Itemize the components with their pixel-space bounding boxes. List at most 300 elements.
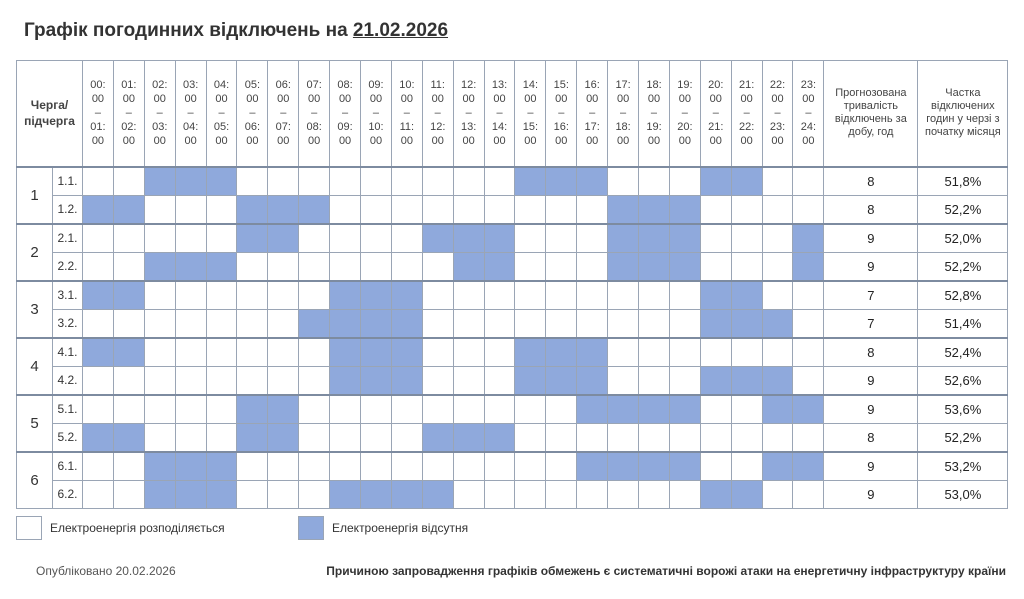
hour-cell-on [793, 480, 824, 509]
hour-header [422, 61, 453, 167]
subqueue-id: 6.1. [53, 452, 83, 481]
hour-header [361, 61, 392, 167]
hour-cell-on [422, 309, 453, 338]
hour-cell-on [299, 167, 330, 196]
hour-cell-on [700, 423, 731, 452]
hour-cell-on [144, 366, 175, 395]
hour-cell-on [206, 366, 237, 395]
hour-cell-off [268, 224, 299, 253]
hour-cell-off [330, 309, 361, 338]
hour-cell-off [608, 195, 639, 224]
hour-cell-on [577, 224, 608, 253]
hour-cell-on [793, 338, 824, 367]
hour-header-part: 11: [399, 121, 415, 134]
hour-cell-off [639, 395, 670, 424]
hour-cell-on [484, 195, 515, 224]
hour-header-part: 00 [555, 93, 568, 106]
hour-cell-on [175, 224, 206, 253]
outage-schedule-table [16, 60, 1008, 509]
hour-cell-on [793, 423, 824, 452]
hour-header-part: 01: [121, 79, 137, 92]
hour-cell-on [700, 395, 731, 424]
hour-header-part: – [311, 107, 318, 120]
hour-cell-off [762, 395, 793, 424]
queue-number: 5 [17, 395, 53, 452]
subqueue-id: 3.2. [53, 309, 83, 338]
hour-cell-on [144, 224, 175, 253]
month-share: 52,2% [918, 423, 1008, 452]
hour-cell-on [144, 423, 175, 452]
hour-cell-on [762, 195, 793, 224]
hour-cell-on [144, 395, 175, 424]
hour-header-part: 00 [431, 93, 444, 106]
hour-header-part: 00 [802, 135, 815, 148]
hour-header-part: 19: [677, 79, 693, 92]
hour-cell-off [731, 167, 762, 196]
hour-header-part: 22: [769, 79, 786, 92]
hour-cell-on [113, 480, 144, 509]
hour-header-part: 00 [462, 135, 475, 148]
hour-header-part: 00 [647, 135, 661, 148]
hour-header-part: 00 [678, 93, 691, 106]
hour-cell-on [731, 224, 762, 253]
hour-cell-on [268, 366, 299, 395]
hour-header-part: – [465, 107, 472, 120]
hour-header-part: 14: [522, 79, 539, 92]
hour-cell-on [669, 366, 700, 395]
queue-number: 1 [17, 167, 53, 224]
hour-cell-on [515, 480, 546, 509]
hour-header-part: – [187, 107, 194, 120]
hour-cell-on [330, 195, 361, 224]
hour-header [762, 61, 793, 167]
legend-item-off [298, 516, 468, 540]
hour-header-part: – [805, 107, 812, 120]
hour-header-part: – [774, 107, 781, 120]
hour-header-part: 19: [646, 121, 662, 134]
hour-cell-off [546, 366, 577, 395]
hour-cell-off [144, 252, 175, 281]
month-share: 52,8% [918, 281, 1008, 310]
hour-header-part: 00 [369, 135, 383, 148]
hour-cell-on [391, 167, 422, 196]
hour-cell-on [422, 252, 453, 281]
hour-cell-off [361, 480, 392, 509]
hour-cell-on [237, 366, 268, 395]
hour-cell-on [268, 167, 299, 196]
hour-cell-on [206, 195, 237, 224]
table-row [17, 224, 1008, 253]
hour-cell-on [361, 167, 392, 196]
hour-cell-on [422, 167, 453, 196]
hour-cell-off [731, 366, 762, 395]
hour-cell-off [175, 167, 206, 196]
hour-header [330, 61, 361, 167]
subqueue-id: 2.1. [53, 224, 83, 253]
hour-cell-on [546, 480, 577, 509]
hour-header-part: 00 [246, 135, 259, 148]
hour-cell-on [793, 167, 824, 196]
hour-header-part: 20: [677, 121, 693, 134]
hour-cell-off [577, 338, 608, 367]
hour-cell-on [484, 395, 515, 424]
hour-header-part: 10: [399, 79, 415, 92]
hour-cell-off [639, 452, 670, 481]
hour-header [639, 61, 670, 167]
hour-cell-on [793, 195, 824, 224]
hour-cell-on [515, 309, 546, 338]
hour-cell-on [639, 480, 670, 509]
hour-header-part: 11: [430, 79, 445, 92]
hour-cell-on [206, 395, 237, 424]
hour-header-part: 13: [491, 79, 508, 92]
hour-cell-off [422, 480, 453, 509]
hour-header-part: 17: [615, 79, 631, 92]
hour-cell-off [422, 224, 453, 253]
hour-cell-off [515, 338, 546, 367]
hour-cell-on [422, 281, 453, 310]
hour-header-part: 00 [215, 93, 228, 106]
table-body [17, 167, 1008, 509]
hour-cell-on [83, 480, 114, 509]
hour-cell-on [361, 423, 392, 452]
hour-header-part: 04: [182, 121, 199, 134]
hour-cell-on [237, 480, 268, 509]
hour-cell-on [391, 224, 422, 253]
hour-cell-on [299, 224, 330, 253]
hour-header-part: 05: [244, 79, 261, 92]
hour-cell-on [731, 338, 762, 367]
forecast-hours: 9 [824, 224, 918, 253]
hour-cell-off [391, 480, 422, 509]
table-row [17, 395, 1008, 424]
table-row [17, 195, 1008, 224]
page-title [24, 20, 448, 42]
hour-cell-off [237, 395, 268, 424]
hour-header-part: 03: [152, 121, 168, 134]
month-share: 53,6% [918, 395, 1008, 424]
hour-cell-on [546, 395, 577, 424]
hour-cell-on [515, 281, 546, 310]
hour-cell-off [669, 252, 700, 281]
hour-header-part: 00 [462, 93, 475, 106]
hour-header-part: 00 [153, 93, 166, 106]
hour-header-part: – [620, 107, 627, 120]
hour-cell-on [608, 423, 639, 452]
hour-cell-off [113, 281, 144, 310]
hour-cell-on [608, 366, 639, 395]
hour-cell-off [237, 195, 268, 224]
hour-cell-on [731, 452, 762, 481]
subqueue-id: 4.2. [53, 366, 83, 395]
hour-cell-off [268, 423, 299, 452]
hour-cell-on [608, 167, 639, 196]
hour-cell-off [639, 252, 670, 281]
hour-header [144, 61, 175, 167]
hour-cell-off [731, 480, 762, 509]
table-row [17, 167, 1008, 196]
hour-cell-on [515, 452, 546, 481]
hour-cell-on [144, 338, 175, 367]
hour-cell-off [608, 224, 639, 253]
forecast-hours: 7 [824, 309, 918, 338]
hour-header-part: 00 [493, 135, 506, 148]
hour-cell-on [762, 281, 793, 310]
hour-cell-on [237, 309, 268, 338]
hour-header-part: 06: [244, 121, 261, 134]
hour-cell-on [700, 252, 731, 281]
hour-cell-on [175, 195, 206, 224]
hour-header-part: 07: [306, 79, 322, 92]
hour-cell-off [793, 224, 824, 253]
hour-cell-on [515, 395, 546, 424]
hour-cell-off [361, 309, 392, 338]
hour-header-part: 00 [184, 135, 197, 148]
hour-header-part: 00 [277, 93, 290, 106]
hour-cell-off [700, 281, 731, 310]
hour-cell-off [484, 224, 515, 253]
hour-cell-off [268, 195, 299, 224]
hour-cell-off [422, 423, 453, 452]
month-share: 52,6% [918, 366, 1008, 395]
hour-cell-off [577, 366, 608, 395]
hour-cell-on [299, 252, 330, 281]
hour-cell-on [237, 452, 268, 481]
table-row [17, 281, 1008, 310]
hour-cell-on [793, 281, 824, 310]
hour-cell-on [422, 452, 453, 481]
hour-cell-on [361, 252, 392, 281]
month-share: 53,0% [918, 480, 1008, 509]
hour-cell-off [206, 252, 237, 281]
hour-cell-on [361, 224, 392, 253]
hour-cell-on [391, 252, 422, 281]
hour-cell-off [639, 195, 670, 224]
hour-header-part: – [249, 107, 256, 120]
subqueue-id: 3.1. [53, 281, 83, 310]
hour-cell-on [330, 423, 361, 452]
hour-cell-on [391, 395, 422, 424]
hour-header-part: – [558, 107, 565, 120]
hour-cell-on [453, 281, 484, 310]
hour-header-part: 23: [800, 79, 817, 92]
hour-cell-on [577, 480, 608, 509]
hour-header-part: 00 [740, 135, 753, 148]
hour-header-part: 20: [708, 79, 724, 92]
share-header: Частка відключених годин у черзі з початку місяця [918, 61, 1008, 167]
hour-cell-off [237, 423, 268, 452]
hour-cell-on [793, 309, 824, 338]
hour-header-part: 00 [277, 135, 290, 148]
hour-cell-off [391, 338, 422, 367]
hour-header-part: 00 [678, 135, 691, 148]
hour-cell-off [639, 224, 670, 253]
subqueue-id: 1.2. [53, 195, 83, 224]
hour-header-part: 06: [275, 79, 291, 92]
hour-cell-on [268, 338, 299, 367]
hour-cell-on [206, 423, 237, 452]
hour-cell-off [515, 366, 546, 395]
hour-cell-on [391, 423, 422, 452]
hour-cell-off [793, 252, 824, 281]
hour-cell-on [422, 338, 453, 367]
hour-cell-on [299, 423, 330, 452]
hour-cell-on [577, 252, 608, 281]
hour-cell-on [793, 366, 824, 395]
hour-cell-on [83, 224, 114, 253]
table-row [17, 423, 1008, 452]
hour-cell-off [700, 167, 731, 196]
hour-header-part: 01: [90, 121, 106, 134]
hour-header-part: 00 [709, 93, 722, 106]
month-share: 51,4% [918, 309, 1008, 338]
hour-cell-on [206, 224, 237, 253]
hour-header-part: – [743, 107, 750, 120]
hour-cell-on [762, 338, 793, 367]
hour-cell-on [453, 452, 484, 481]
hour-cell-off [299, 309, 330, 338]
hour-cell-off [669, 224, 700, 253]
table-row [17, 252, 1008, 281]
hour-cell-on [577, 195, 608, 224]
hour-cell-on [422, 366, 453, 395]
hour-header-part: 08: [337, 79, 353, 92]
subqueue-id: 1.1. [53, 167, 83, 196]
queue-header: Черга/ підчерга [17, 61, 83, 167]
hour-cell-on [237, 281, 268, 310]
hour-cell-on [731, 423, 762, 452]
hour-header-part: 00 [586, 135, 599, 148]
hour-cell-off [577, 395, 608, 424]
hour-cell-on [83, 395, 114, 424]
hour-header-part: 09: [337, 121, 353, 134]
hour-cell-on [608, 309, 639, 338]
hour-cell-on [144, 195, 175, 224]
hour-header-part: 02: [121, 121, 137, 134]
table-row [17, 480, 1008, 509]
hour-cell-on [330, 452, 361, 481]
hour-header-part: 00 [616, 135, 630, 148]
hour-cell-on [669, 338, 700, 367]
month-share: 52,0% [918, 224, 1008, 253]
hour-cell-on [546, 195, 577, 224]
hour-cell-on [608, 338, 639, 367]
hour-cell-off [175, 480, 206, 509]
hour-header-part: 00 [338, 93, 352, 106]
hour-cell-off [391, 309, 422, 338]
queue-number: 2 [17, 224, 53, 281]
hour-cell-on [113, 395, 144, 424]
hour-header-part: 00 [771, 135, 784, 148]
legend-swatch-on [16, 516, 42, 540]
forecast-hours: 8 [824, 338, 918, 367]
queue-number: 4 [17, 338, 53, 395]
hour-cell-off [669, 395, 700, 424]
hour-cell-on [700, 338, 731, 367]
hour-cell-on [484, 281, 515, 310]
hour-cell-off [175, 252, 206, 281]
hour-cell-on [113, 167, 144, 196]
hour-cell-on [113, 366, 144, 395]
hour-cell-off [206, 167, 237, 196]
hour-header [700, 61, 731, 167]
title-date: 21.02.2026 [352, 20, 449, 41]
forecast-hours: 9 [824, 366, 918, 395]
hour-cell-off [669, 195, 700, 224]
table-row [17, 309, 1008, 338]
hour-header-part: 00 [153, 135, 166, 148]
hour-header-part: 14: [491, 121, 508, 134]
hour-header-part: 00 [91, 93, 105, 106]
legend-label-on: Електроенергія розподіляється [50, 521, 225, 535]
hour-cell-on [484, 338, 515, 367]
hour-cell-on [731, 395, 762, 424]
hour-cell-on [113, 224, 144, 253]
forecast-hours: 7 [824, 281, 918, 310]
hour-header [299, 61, 330, 167]
hour-cell-off [546, 338, 577, 367]
hour-header-part: 00 [122, 93, 135, 106]
hour-cell-off [515, 167, 546, 196]
hour-cell-off [330, 281, 361, 310]
hour-header-part: – [125, 107, 132, 120]
subqueue-id: 5.2. [53, 423, 83, 452]
hour-cell-off [144, 452, 175, 481]
hour-header [484, 61, 515, 167]
hour-header-part: 18: [646, 79, 662, 92]
hour-cell-off [608, 452, 639, 481]
hour-cell-on [608, 480, 639, 509]
hour-header-part: – [94, 107, 101, 120]
hour-cell-on [113, 309, 144, 338]
hour-cell-off [453, 423, 484, 452]
hour-header-part: 00 [91, 135, 105, 148]
hour-cell-off [268, 395, 299, 424]
hour-cell-on [669, 281, 700, 310]
hour-cell-on [206, 309, 237, 338]
hour-cell-off [608, 252, 639, 281]
hour-cell-off [144, 167, 175, 196]
hour-header [453, 61, 484, 167]
hour-header-part: 03: [182, 79, 199, 92]
month-share: 53,2% [918, 452, 1008, 481]
forecast-hours: 8 [824, 423, 918, 452]
hour-header-part: 15: [522, 121, 539, 134]
hour-cell-on [83, 366, 114, 395]
hour-cell-on [731, 195, 762, 224]
hour-header-part: 23: [769, 121, 786, 134]
hour-header [608, 61, 639, 167]
hour-cell-off [700, 480, 731, 509]
hour-cell-on [422, 195, 453, 224]
hour-cell-on [762, 167, 793, 196]
hour-cell-on [206, 338, 237, 367]
hour-cell-on [669, 309, 700, 338]
hour-cell-on [731, 252, 762, 281]
hour-cell-off [83, 281, 114, 310]
hour-cell-on [299, 480, 330, 509]
hour-header-part: 05: [213, 121, 230, 134]
hour-header-part: 00 [338, 135, 352, 148]
hour-header-part: 00 [400, 93, 413, 106]
hour-cell-off [793, 395, 824, 424]
hour-header-part: 00 [647, 93, 661, 106]
hour-header-part: 00: [90, 79, 106, 92]
hour-header-part: – [527, 107, 534, 120]
hour-cell-off [453, 252, 484, 281]
hour-cell-off [484, 423, 515, 452]
hour-header-part: 08: [306, 121, 322, 134]
